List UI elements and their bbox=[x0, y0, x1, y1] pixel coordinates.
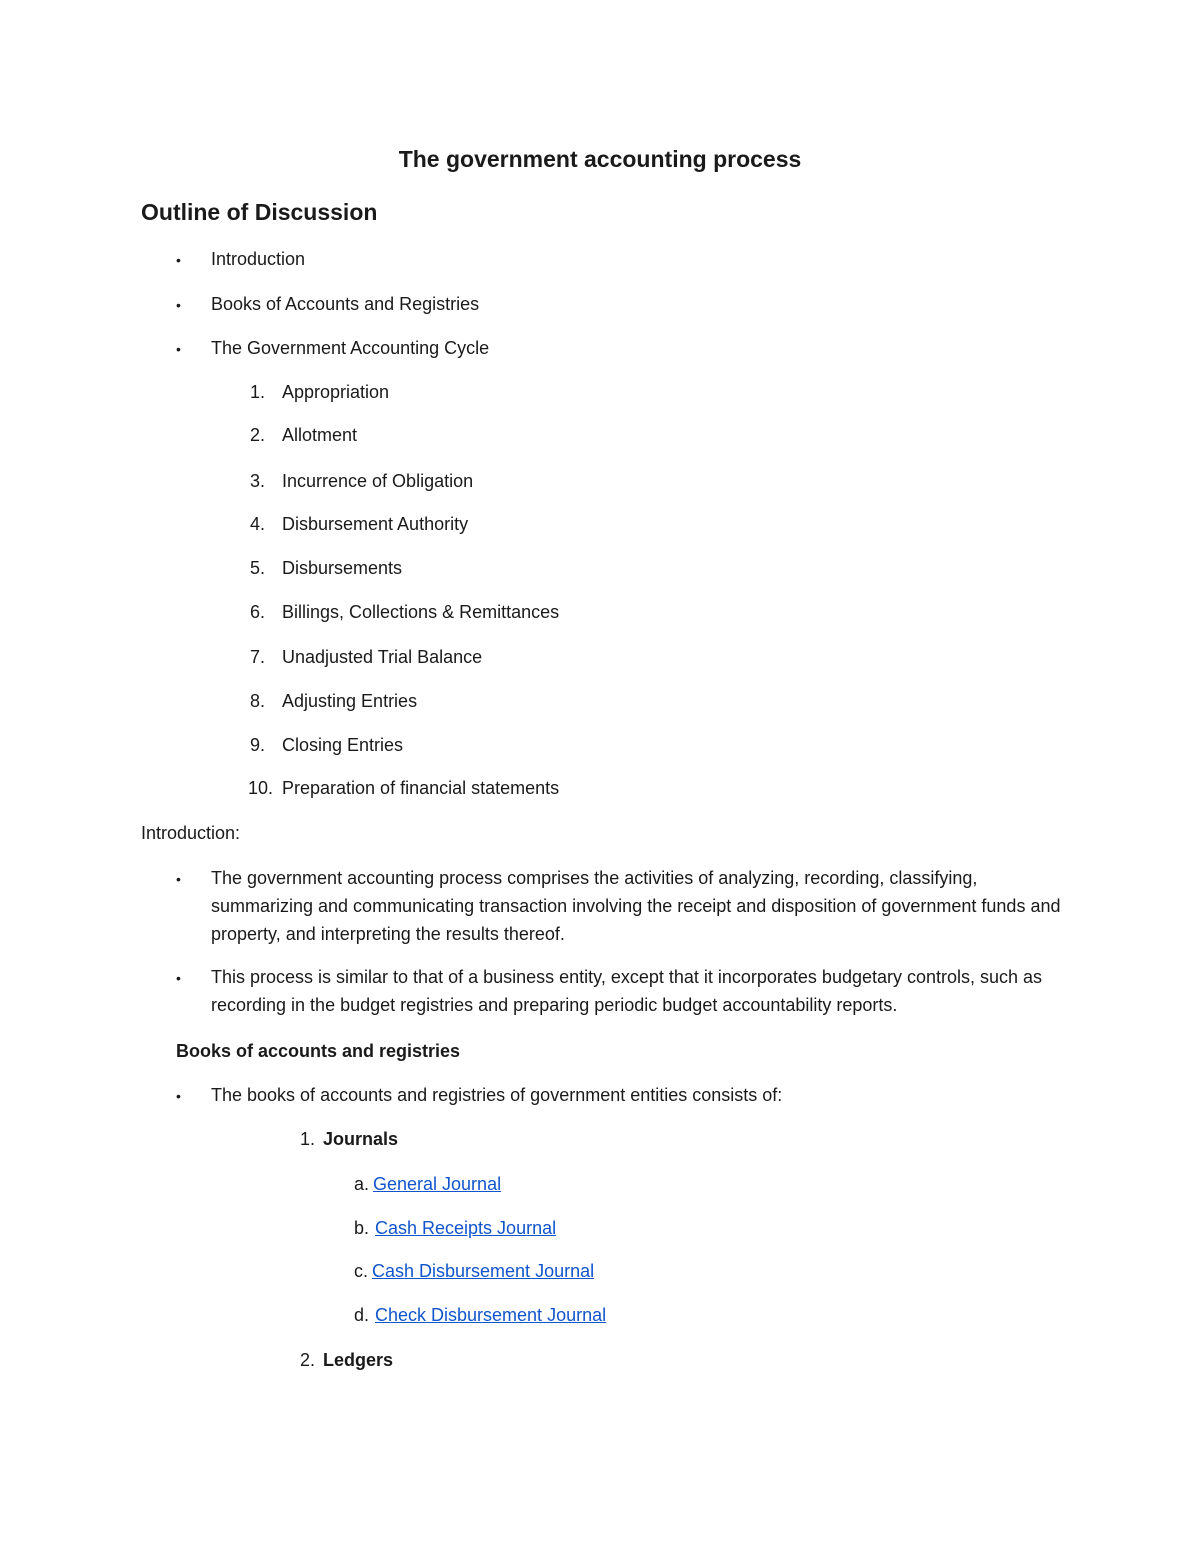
cycle-number: 9. bbox=[249, 735, 265, 755]
outline-bullet-introduction: Introduction bbox=[211, 249, 306, 269]
outline-bullet-cycle: The Government Accounting Cycle bbox=[211, 338, 490, 358]
cash-disbursement-journal-link[interactable]: Cash Disbursement Journal bbox=[372, 1261, 595, 1281]
cycle-number: 8. bbox=[249, 691, 265, 711]
intro-paragraph: The government accounting process comprises the activities of analyzing, recording, classifying, summarizing and communicating transaction involving the receipt and disposition of government funds and property, and interpreting the results thereof. bbox=[211, 868, 1061, 944]
journal-letter: b. bbox=[354, 1218, 370, 1238]
introduction-heading: Introduction: bbox=[141, 823, 241, 843]
cycle-item-text: Billings, Collections & Remittances bbox=[282, 602, 560, 622]
cycle-item-text: Disbursement Authority bbox=[282, 514, 469, 534]
bullet-icon: • bbox=[176, 871, 181, 887]
cycle-item-text: Unadjusted Trial Balance bbox=[282, 647, 483, 667]
general-journal-link[interactable]: General Journal bbox=[373, 1174, 502, 1194]
cash-receipts-journal-link[interactable]: Cash Receipts Journal bbox=[375, 1218, 557, 1238]
cycle-number: 7. bbox=[249, 647, 265, 667]
cycle-item-text: Adjusting Entries bbox=[282, 691, 418, 711]
cycle-number: 6. bbox=[249, 602, 265, 622]
bullet-icon: • bbox=[176, 341, 181, 357]
books-heading: Books of accounts and registries bbox=[176, 1041, 461, 1061]
cycle-number: 4. bbox=[249, 514, 265, 534]
cycle-number: 1. bbox=[249, 382, 265, 402]
bullet-icon: • bbox=[176, 297, 181, 313]
journal-letter: c. bbox=[354, 1261, 369, 1281]
journals-number: 1. bbox=[300, 1129, 316, 1149]
cycle-number: 2. bbox=[249, 425, 265, 445]
cycle-item-text: Incurrence of Obligation bbox=[282, 471, 474, 491]
journals-label: Journals bbox=[323, 1129, 399, 1149]
cycle-item-text: Preparation of financial statements bbox=[282, 778, 560, 798]
books-bullet: The books of accounts and registries of government entities consists of: bbox=[211, 1085, 783, 1105]
ledgers-number: 2. bbox=[300, 1350, 316, 1370]
bullet-icon: • bbox=[176, 1088, 181, 1104]
check-disbursement-journal-link[interactable]: Check Disbursement Journal bbox=[375, 1305, 607, 1325]
cycle-item-text: Closing Entries bbox=[282, 735, 404, 755]
cycle-number: 3. bbox=[249, 471, 265, 491]
cycle-item-text: Appropriation bbox=[282, 382, 390, 402]
page-title: The government accounting process bbox=[398, 146, 802, 172]
journal-letter: a. bbox=[354, 1174, 370, 1194]
bullet-icon: • bbox=[176, 252, 181, 268]
outline-bullet-books: Books of Accounts and Registries bbox=[211, 294, 480, 314]
cycle-number: 10. bbox=[247, 778, 273, 798]
cycle-number: 5. bbox=[249, 558, 265, 578]
outline-heading: Outline of Discussion bbox=[141, 199, 378, 225]
intro-paragraph: This process is similar to that of a business entity, except that it incorporates budgetary controls, such as recording in the budget registries and preparing periodic budget accountability reports. bbox=[211, 967, 1043, 1015]
cycle-item-text: Allotment bbox=[282, 425, 358, 445]
journal-letter: d. bbox=[354, 1305, 370, 1325]
bullet-icon: • bbox=[176, 970, 181, 986]
cycle-item-text: Disbursements bbox=[282, 558, 403, 578]
ledgers-label: Ledgers bbox=[323, 1350, 394, 1370]
